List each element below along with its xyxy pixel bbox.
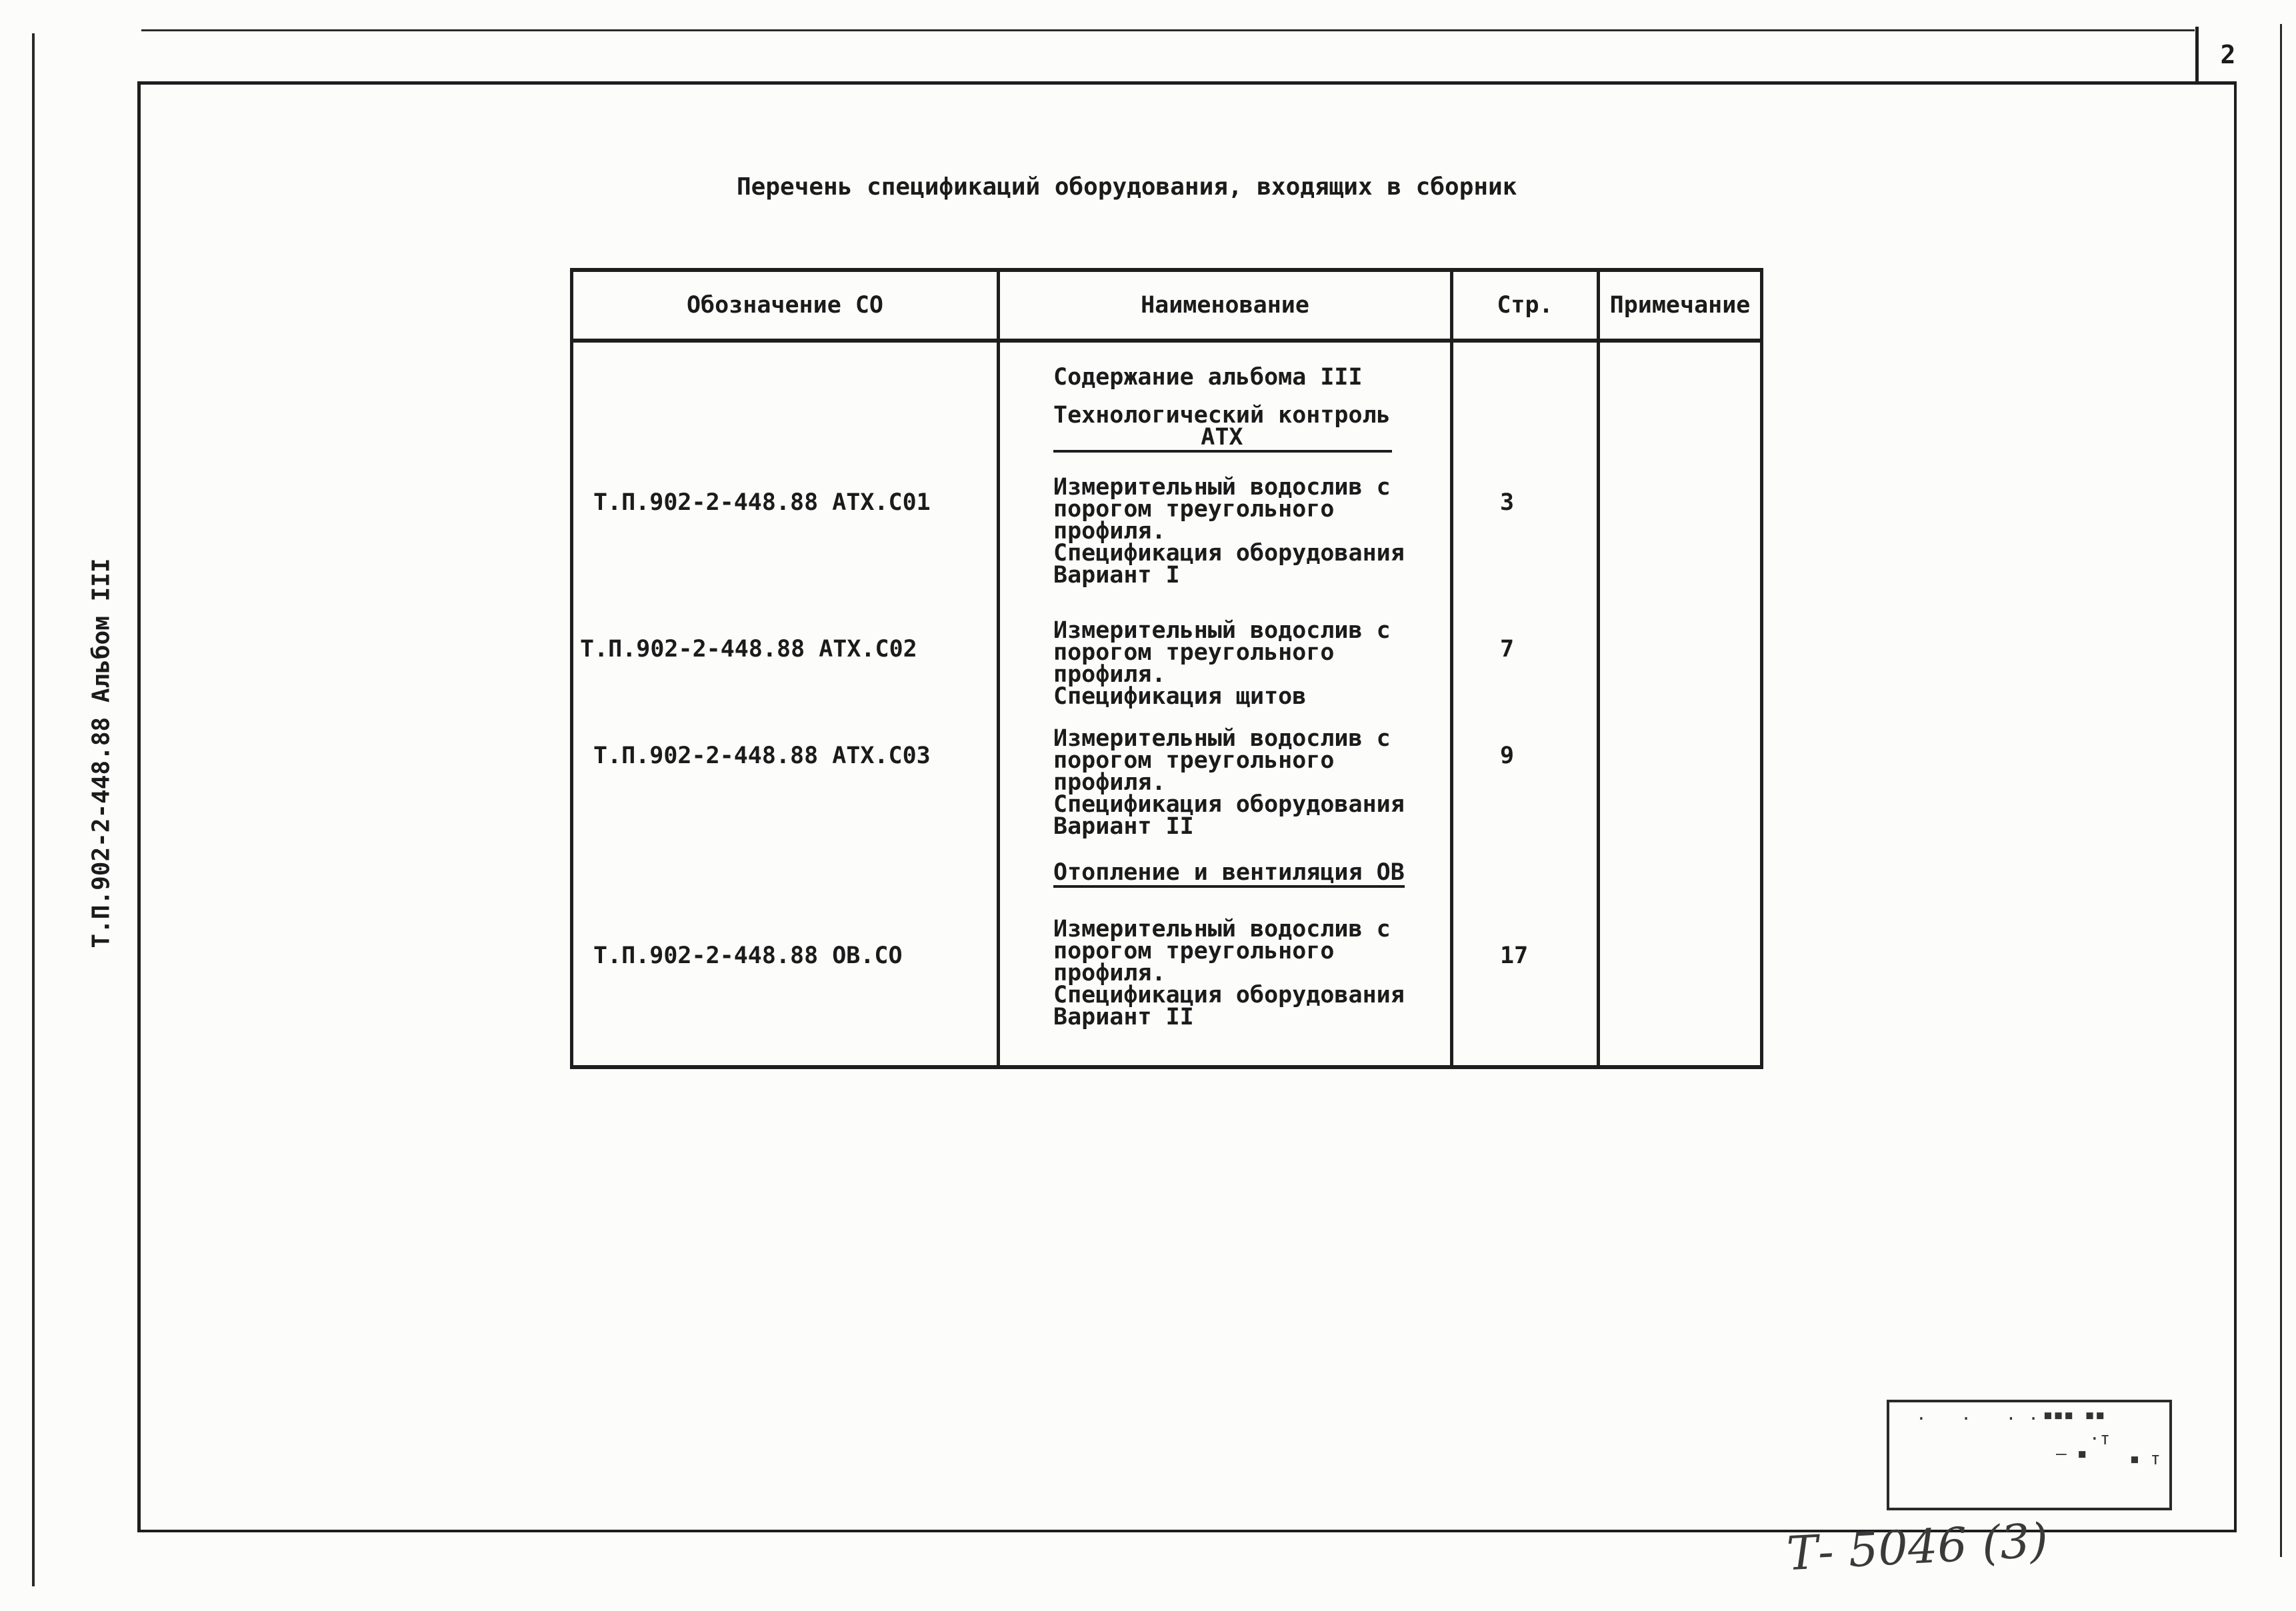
- name-cell: [999, 341, 1452, 1067]
- sheet-number: 2: [2195, 27, 2257, 83]
- name-line: порогом треугольного: [1053, 938, 1335, 964]
- name-line: порогом треугольного: [1053, 747, 1335, 774]
- name-line: Спецификация оборудования: [1053, 791, 1405, 818]
- table-header-row: [572, 270, 1762, 341]
- name-line: Вариант II: [1053, 813, 1194, 840]
- name-line: профиля.: [1053, 769, 1166, 796]
- designation-atx-c01: Т.П.902-2-448.88 АТХ.С01: [593, 489, 931, 516]
- specification-table: [570, 268, 1763, 1069]
- name-line: профиля.: [1053, 960, 1166, 986]
- name-line: профиля.: [1053, 661, 1166, 688]
- row-name-atx-c03: [1053, 725, 1450, 840]
- name-line: профиля.: [1053, 518, 1166, 545]
- name-line: Измерительный водослив с: [1053, 916, 1391, 942]
- page-number: 7: [1500, 636, 1515, 663]
- frame-left-line: [32, 33, 35, 1586]
- row-name-atx-c02: [1053, 617, 1450, 710]
- handwritten-archive-mark: Т- 5046 (3): [1785, 1512, 2050, 1582]
- name-line: Вариант II: [1053, 1004, 1194, 1030]
- album-side-label: Т.П.902-2-448.88 Альбом III: [87, 558, 115, 948]
- column-header-designation: Обозначение СО: [572, 270, 999, 341]
- name-line: порогом треугольного: [1053, 496, 1335, 523]
- section-heating-ventilation: Отопление и вентиляция ОВ: [1053, 862, 1405, 888]
- column-header-page: Стр.: [1452, 270, 1599, 341]
- name-line: Спецификация оборудования: [1053, 540, 1405, 567]
- section-technological-control: [1053, 402, 1392, 453]
- page-title: Перечень спецификаций оборудования, входящих в сборник: [737, 173, 1517, 201]
- row-name-atx-c01: [1053, 474, 1450, 589]
- title-stamp: · · ·· ▪▪▪ ▪▪ ·т — ▪ ▪ т: [1887, 1400, 2172, 1510]
- row-name-ov-co: [1053, 918, 1450, 1028]
- name-line: Спецификация оборудования: [1053, 982, 1405, 1008]
- column-header-name: Наименование: [999, 270, 1452, 341]
- note-cell: [1599, 341, 1762, 1067]
- name-line: порогом треугольного: [1053, 639, 1335, 666]
- name-line: Спецификация щитов: [1053, 683, 1307, 710]
- designation-atx-c03: Т.П.902-2-448.88 АТХ.С03: [593, 743, 931, 769]
- frame-right-line: [2280, 24, 2282, 1557]
- page-number: 17: [1500, 942, 1529, 969]
- name-line: Измерительный водослив с: [1053, 617, 1391, 644]
- designation-atx-c02: Т.П.902-2-448.88 АТХ.С02: [580, 636, 917, 663]
- page-number: 3: [1500, 489, 1515, 516]
- name-line: Вариант I: [1053, 562, 1180, 589]
- name-line: Измерительный водослив с: [1053, 725, 1391, 752]
- page-number: 9: [1500, 743, 1515, 769]
- page-cell: [1452, 341, 1599, 1067]
- section-album-contents: Содержание альбома III: [1053, 364, 1363, 391]
- section-title-line: АТХ: [1201, 424, 1243, 451]
- designation-cell: [572, 341, 999, 1067]
- name-line: Измерительный водослив с: [1053, 474, 1391, 501]
- designation-ov-co: Т.П.902-2-448.88 ОВ.СО: [593, 942, 903, 969]
- table-row: [572, 341, 1762, 1067]
- section-title-line: Технологический контроль: [1053, 402, 1391, 429]
- column-header-note: Примечание: [1599, 270, 1762, 341]
- frame-top-line: [141, 29, 2195, 31]
